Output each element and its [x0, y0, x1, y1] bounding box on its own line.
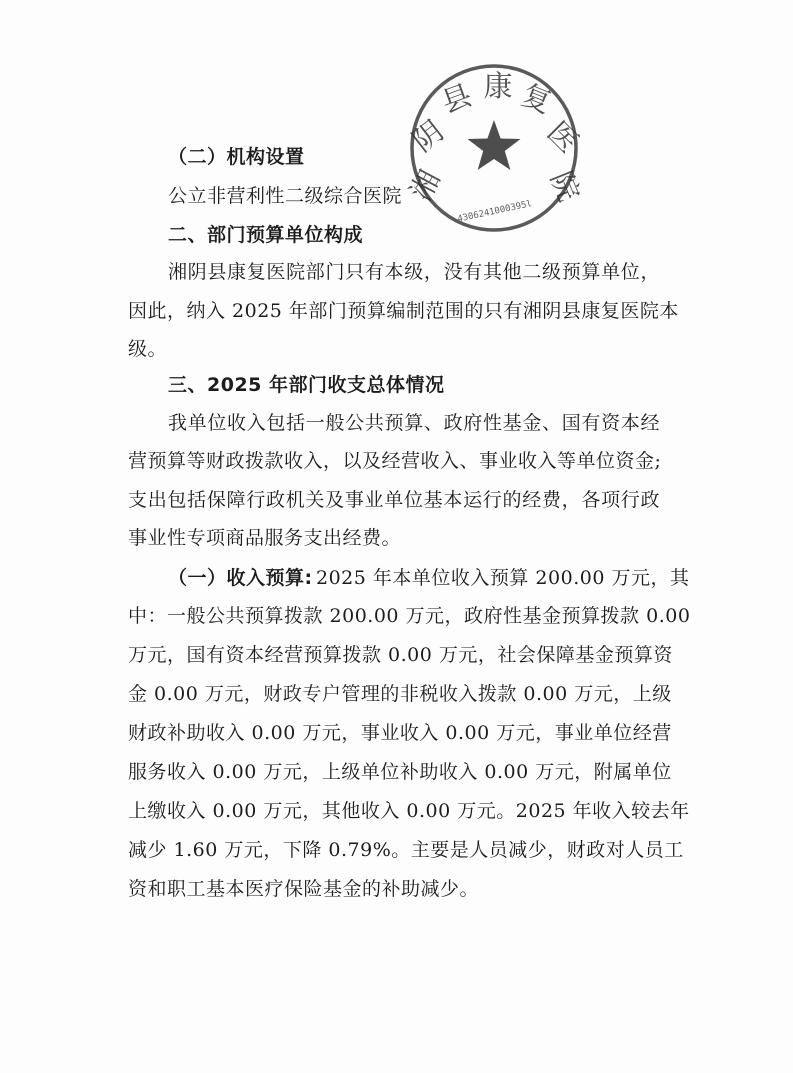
income-para-line: 减少 1.60 万元，下降 0.79%。主要是人员减少，财政对人员工: [128, 839, 684, 861]
units-para-line: 因此，纳入 2025 年部门预算编制范围的只有湘阴县康复医院本: [128, 300, 679, 322]
income-para-line: 金 0.00 万元，财政专户管理的非税收入拨款 0.00 万元，上级: [128, 683, 672, 705]
income-para-line: 服务收入 0.00 万元，上级单位补助收入 0.00 万元，附属单位: [128, 761, 672, 783]
income-para-line: 资和职工基本医疗保险基金的补助减少。: [128, 878, 480, 900]
overview-para-line: 支出包括保障行政机关及事业单位基本运行的经费，各项行政: [128, 489, 660, 511]
income-para-line: 万元，国有资本经营预算拨款 0.00 万元，社会保障基金预算资: [128, 644, 673, 666]
income-para-line: 2025 年本单位收入预算 200.00 万元，其: [316, 567, 690, 589]
org-text: 公立非营利性二级综合医院: [168, 185, 403, 207]
overview-para-line: 我单位收入包括一般公共预算、政府性基金、国有资本经: [168, 412, 660, 434]
svg-text:复: 复: [516, 77, 557, 120]
units-para-line: 级。: [128, 338, 168, 360]
org-heading: （二）机构设置: [168, 146, 305, 168]
svg-text:阴: 阴: [405, 113, 450, 159]
svg-text:医: 医: [540, 114, 586, 160]
income-label: （一）收入预算:: [168, 567, 313, 589]
svg-text:院: 院: [544, 166, 587, 207]
overview-para-line: 营预算等财政拨款收入，以及经营收入、事业收入等单位资金;: [128, 450, 662, 472]
income-para-line: 上缴收入 0.00 万元，其他收入 0.00 万元。2025 年收入较去年: [128, 800, 690, 822]
svg-text:湘: 湘: [403, 164, 447, 207]
overview-heading: 三、2025 年部门收支总体情况: [168, 374, 445, 396]
svg-text:县: 县: [437, 77, 477, 120]
svg-text:康: 康: [483, 69, 513, 103]
income-para-line: 中：一般公共预算拨款 200.00 万元，政府性基金预算拨款 0.00: [128, 605, 691, 627]
official-seal: [403, 62, 587, 234]
units-heading: 二、部门预算单位构成: [168, 224, 364, 246]
units-para-line: 湘阴县康复医院部门只有本级，没有其他二级预算单位，: [168, 261, 660, 283]
income-para-line: 财政补助收入 0.00 万元，事业收入 0.00 万元，事业单位经营: [128, 722, 672, 744]
overview-para-line: 事业性专项商品服务支出经费。: [128, 527, 402, 549]
svg-text:4306241000395l: 4306241000395l: [456, 199, 533, 225]
